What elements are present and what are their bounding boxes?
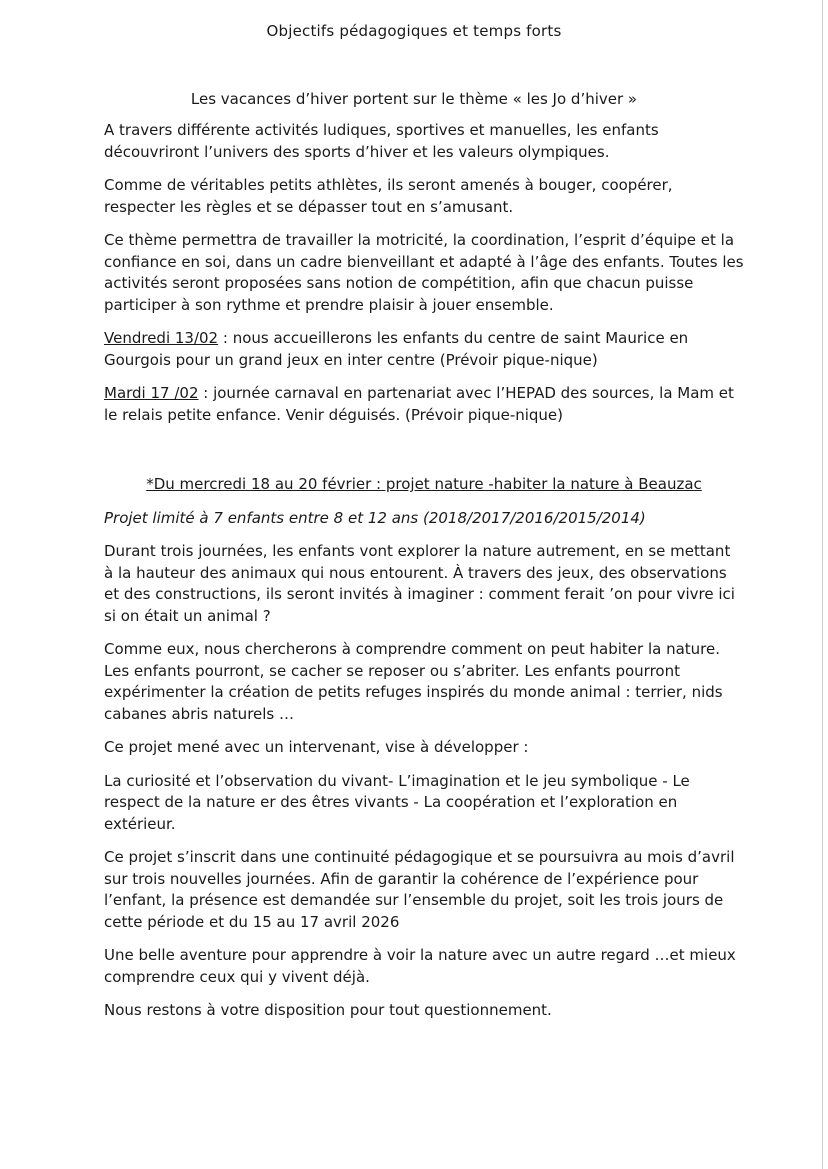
scan-edge-line <box>822 0 823 1169</box>
event-text: : nous accueillerons les enfants du centre de saint Maurice en Gourgois pour un grand jeux en inter centre (Prévoir pique-nique) <box>104 329 689 369</box>
theme-heading: Les vacances d’hiver portent sur le thème « les Jo d’hiver » <box>190 90 638 108</box>
intro-paragraph: Comme de véritables petits athlètes, ils seront amenés à bouger, coopérer, respecter les règles et se dépasser tout en s’amusant. <box>104 176 673 216</box>
project-paragraph: La curiosité et l’observation du vivant- L’imagination et le jeu symbolique - Le respect de la nature er des êtres vivants - La coopération et l’exploration en extérieur. <box>104 771 690 833</box>
page-title: Objectifs pédagogiques et temps forts <box>266 22 562 40</box>
event-item <box>104 383 744 426</box>
project-paragraph: Une belle aventure pour apprendre à voir la nature avec un autre regard …et mieux comprendre ceux qui y vivent déjà. <box>104 946 736 986</box>
closing-line: Nous restons à votre disposition pour tout questionnement. <box>104 1001 552 1019</box>
project-paragraph: Comme eux, nous chercherons à comprendre comment on peut habiter la nature. Les enfants pourront, se cacher se reposer ou s’abriter. Les enfants pourront expérimenter la création de petits refuges inspirés du monde animal : terrier, nids cabanes abris naturels … <box>104 640 723 723</box>
project-paragraph: Durant trois journées, les enfants vont explorer la nature autrement, en se mettant à la hauteur des animaux qui nous entourent. À travers des jeux, des observations et des constructions, ils seront invités à imaginer : comment ferait ’on pour vivre ici si on était un animal ? <box>104 542 735 625</box>
project-limit: Projet limité à 7 enfants entre 8 et 12 ans (2018/2017/2016/2015/2014) <box>104 508 646 527</box>
project-paragraph: Ce projet s’inscrit dans une continuité pédagogique et se poursuivra au mois d’avril sur trois nouvelles journées. Afin de garantir la cohérence de l’expérience pour l’enfant, la présence est demandée sur l’ensemble du projet, soit les trois jours de cette période et du 15 au 17 avril 2026 <box>104 848 735 931</box>
project-paragraph: Ce projet mené avec un intervenant, vise à développer : <box>104 738 529 756</box>
document-body <box>104 120 744 1034</box>
intro-paragraph: A travers différente activités ludiques, sportives et manuelles, les enfants découvriront l’univers des sports d’hiver et les valeurs olympiques. <box>104 121 659 161</box>
intro-paragraph: Ce thème permettra de travailler la motricité, la coordination, l’esprit d’équipe et la confiance en soi, dans un cadre bienveillant et adapté à l’âge des enfants. Toutes les activités seront proposées sans notion de compétition, afin que chacun puisse participer à son rythme et prendre plaisir à jouer ensemble. <box>104 231 744 314</box>
event-item <box>104 328 744 371</box>
event-date: Vendredi 13/02 <box>104 329 219 347</box>
event-date: Mardi 17 /02 <box>104 384 199 402</box>
event-text: : journée carnaval en partenariat avec l’HEPAD des sources, la Mam et le relais petite enfance. Venir déguisés. (Prévoir pique-nique) <box>104 384 734 424</box>
section-spacer <box>104 438 744 474</box>
project-title: *Du mercredi 18 au 20 février : projet nature -habiter la nature à Beauzac <box>146 475 702 493</box>
